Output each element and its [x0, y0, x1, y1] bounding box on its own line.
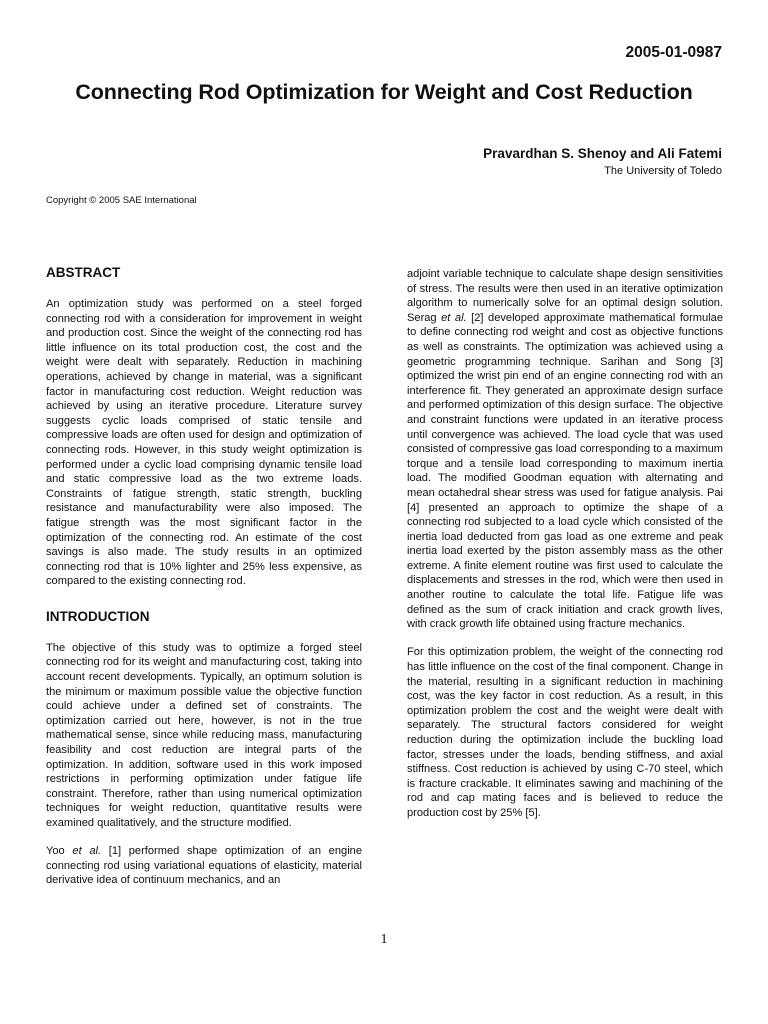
- introduction-heading: INTRODUCTION: [46, 608, 150, 624]
- page-number: 1: [380, 932, 388, 947]
- right-paragraph-1: [407, 267, 723, 632]
- right-p1-text-b: [2] developed approximate mathematical formulae to define connecting rod weight and cost as objective functions as well as constraints. The optimization was achieved using a geometric programming technique. Sarihan and Song [3] optimized the wrist pin end of an engine connecting rod with an interference fit. They generated an approximate design surface and performed optimization of this design surface. The objective and constraint functions were updated in an iterative process until convergence was achieved. The load cycle that was used consisted of compressive gas load corresponding to a maximum torque and a tensile load corresponding to maximum inertia load. The modified Goodman equation with alternating and mean octahedral shear stress was used for fatigue analysis. Pai [4] presented an approach to optimize the shape of a connecting rod subjected to a load cycle which consisted of the inertia load deducted from gas load as one extreme and peak inertia load exerted by the piston assembly mass as the other extreme. A finite element routine was first used to calculate the displacements and stresses in the rod, which were then used in another routine to calculate the total life. Fatigue life was defined as the sum of crack initiation and crack growth lives, with crack growth life obtained using fracture mechanics.: [407, 311, 723, 631]
- intro-p2-et-al: et al.: [72, 845, 102, 858]
- copyright-notice: Copyright © 2005 SAE International: [46, 195, 197, 206]
- right-column: [407, 267, 723, 834]
- right-paragraph-2: For this optimization problem, the weight of the connecting rod has little influence on the cost of the final component. Change in the material, resulting in a significant reduction in machining cost, was the key factor in cost reduction. As a result, in this optimization problem the cost and the weight were dealt with separately. The structural factors considered for weight reduction during the optimization include the buckling load factor, stresses under the loads, bending stiffness, and axial stiffness. Cost reduction is achieved by using C-70 steel, which is fracture crackable. It eliminates sawing and machining of the rod and cap mating faces and is believed to reduce the production cost by 25% [5].: [407, 646, 723, 819]
- right-p1-et-al: et al.: [441, 311, 467, 324]
- introduction-paragraph-2: [46, 844, 362, 888]
- abstract-heading: ABSTRACT: [46, 265, 121, 280]
- paper-id: 2005-01-0987: [625, 44, 722, 61]
- affiliation: The University of Toledo: [604, 165, 722, 177]
- left-column: [46, 265, 362, 901]
- authors: Pravardhan S. Shenoy and Ali Fatemi: [483, 146, 722, 161]
- paper-title: Connecting Rod Optimization for Weight and Cost Reduction: [75, 80, 693, 104]
- abstract-paragraph: An optimization study was performed on a steel forged connecting rod with a consideration for improvement in weight and production cost. Since the weight of the connecting rod has little influence on its total production cost, the cost and the weight were dealt with separately. Reduction in machining operations, achieved by change in material, was a significant factor in manufacturing cost reduction. Weight reduction was achieved by using an iterative procedure. Literature survey suggests cyclic loads comprised of static tensile and compressive loads are often used for design and optimization of connecting rods. However, in this study weight optimization is performed under a cyclic load comprising dynamic tensile load and static compressive load as the two extreme loads. Constraints of fatigue strength, static strength, buckling resistance and manufacturability were also imposed. The fatigue strength was the most significant factor in the optimization of the connecting rod. An estimate of the cost savings is also made. The study results in an optimized connecting rod that is 10% lighter and 25% less expensive, as compared to the existing connecting rod.: [46, 298, 362, 588]
- intro-p2-text-a: Yoo: [46, 845, 73, 858]
- introduction-paragraph-1: The objective of this study was to optimize a forged steel connecting rod for its weight and manufacturing cost, taking into account recent developments. Typically, an optimum solution is the minimum or maximum possible value the objective function could achieve under a defined set of constraints. The optimization carried out here, however, is not in the true mathematical sense, since while reducing mass, manufacturing feasibility and cost reduction are integral parts of the optimization. In addition, software used in this work imposed restrictions in performing optimization under fatigue life constraint. Therefore, rather than using numerical optimization techniques for weight reduction, quantitative results were examined qualitatively, and the structure modified.: [46, 641, 362, 829]
- intro-p2-text-b: [1] performed shape optimization of an engine connecting rod using variational equations of elasticity, material derivative idea of continuum mechanics, and an: [46, 845, 362, 887]
- right-p1-text-a: adjoint variable technique to calculate shape design sensitivities of stress. The results were then used in an iterative optimization algorithm to numerically solve for an optimal design solution. Serag: [407, 268, 723, 324]
